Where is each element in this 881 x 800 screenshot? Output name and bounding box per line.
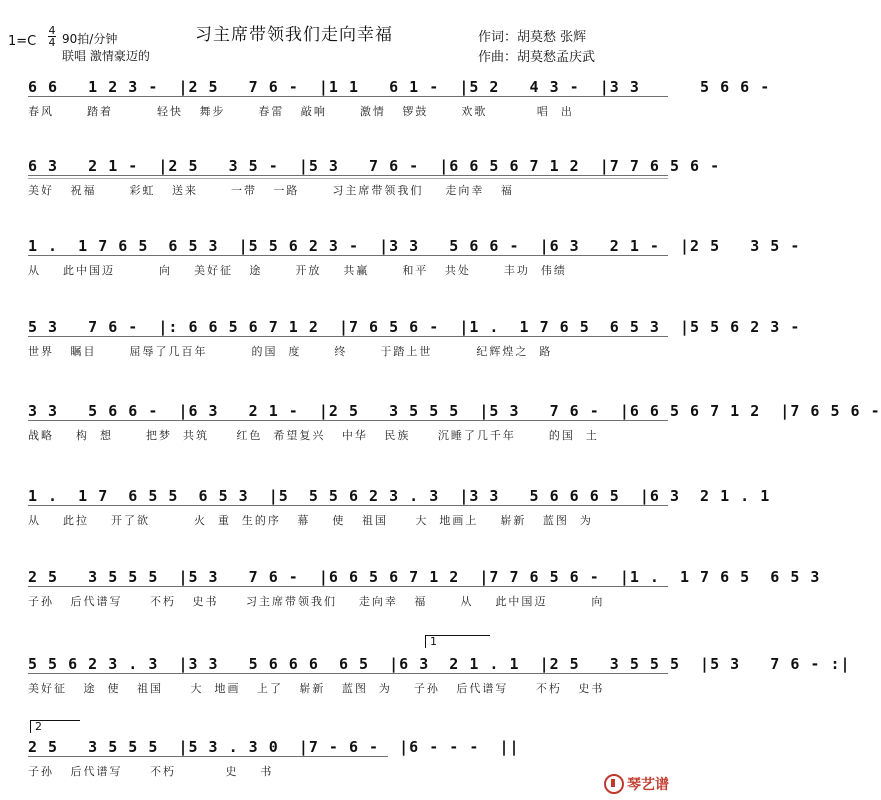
lyric-line: 从 此拉 开了欲 火 重 生的序 幕 使 祖国 大 地画上 崭新 蓝图 为 xyxy=(28,514,593,527)
lyric-line: 春风 踏着 轻快 舞步 春雷 敲响 激情 锣鼓 欢歌 唱 出 xyxy=(28,105,574,118)
beam-line xyxy=(28,505,668,506)
lyric-line: 美好 祝福 彩虹 送来 一带 一路 习主席带领我们 走向幸 福 xyxy=(28,184,514,197)
score-system-5 xyxy=(0,402,881,462)
beam-line-secondary xyxy=(28,178,668,179)
tempo-marking: 90拍/分钟 xyxy=(62,32,118,46)
beam-line xyxy=(28,586,668,587)
beam-line xyxy=(28,756,388,757)
notation-line: 1 . 1 7 6 5 6 5 3 |5 5 6 2 3 - |3 3 5 6 6 - |6 3 2 1 - |2 5 3 5 - xyxy=(28,237,801,255)
composer-credit: 作曲：胡莫愁孟庆武 xyxy=(478,50,596,65)
lyric-line: 世界 瞩目 屈辱了几百年 的国 度 终 于踏上世 纪辉煌之 路 xyxy=(28,345,553,358)
volta-bracket-2: 2 xyxy=(30,720,80,733)
score-system-9 xyxy=(0,738,681,798)
time-signature-bottom: 4 xyxy=(48,36,56,49)
lyric-line: 子孙 后代谱写 不朽 史书 习主席带领我们 走向幸 福 从 此中国迈 向 xyxy=(28,595,605,608)
time-signature xyxy=(47,25,57,48)
score-system-6 xyxy=(0,487,771,547)
notation-line: 6 6 1 2 3 - |2 5 7 6 - |1 1 6 1 - |5 2 4 3 - |3 3 5 6 6 - xyxy=(28,78,771,96)
performance-note: 联唱 激情豪迈的 xyxy=(62,49,150,63)
key-signature: 1=C xyxy=(8,34,37,49)
notation-line: 2 5 3 5 5 5 |5 3 . 3 0 |7 - 6 - |6 - - - || xyxy=(28,738,520,756)
lyric-line: 从 此中国迈 向 美好征 途 开放 共赢 和平 共处 丰功 伟绩 xyxy=(28,264,567,277)
lyric-line: 战略 构 想 把梦 共筑 红色 希望复兴 中华 民族 沉睡了几千年 的国 土 xyxy=(28,429,599,442)
notation-line: 1 . 1 7 6 5 5 6 5 3 |5 5 5 6 2 3 . 3 |3 3 5 6 6 6 5 |6 3 2 1 . 1 xyxy=(28,487,771,505)
notation-line: 2 5 3 5 5 5 |5 3 7 6 - |6 6 5 6 7 1 2 |7 7 6 5 6 - |1 . 1 7 6 5 6 5 3 xyxy=(28,568,821,586)
notation-line: 5 5 6 2 3 . 3 |3 3 5 6 6 6 6 5 |6 3 2 1 . 1 |2 5 3 5 5 5 |5 3 7 6 - :| xyxy=(28,655,851,673)
notation-line: 3 3 5 6 6 - |6 3 2 1 - |2 5 3 5 5 5 |5 3 7 6 - |6 6 5 6 7 1 2 |7 6 5 6 - xyxy=(28,402,881,420)
beam-line xyxy=(28,420,668,421)
music-note-icon xyxy=(604,774,624,794)
lyric-line: 美好征 途 使 祖国 大 地画 上了 崭新 蓝图 为 子孙 后代谱写 不朽 史书 xyxy=(28,682,605,695)
beam-line xyxy=(28,96,668,97)
site-logo xyxy=(604,774,669,794)
lyricist-credit: 作词：胡莫愁 张辉 xyxy=(478,30,587,45)
notation-line: 5 3 7 6 - |: 6 6 5 6 7 1 2 |7 6 5 6 - |1 . 1 7 6 5 6 5 3 |5 5 6 2 3 - xyxy=(28,318,801,336)
score-system-7 xyxy=(0,568,821,628)
score-system-2 xyxy=(0,157,721,217)
beam-line xyxy=(28,175,668,176)
score-system-8 xyxy=(0,655,851,715)
logo-text: 琴艺谱 xyxy=(627,777,669,793)
time-signature-top: 4 xyxy=(48,24,56,37)
beam-line xyxy=(28,336,668,337)
score-system-3 xyxy=(0,237,801,297)
lyric-line: 子孙 后代谱写 不朽 史 书 xyxy=(28,765,274,778)
score-system-1 xyxy=(0,78,771,138)
notation-line: 6 3 2 1 - |2 5 3 5 - |5 3 7 6 - |6 6 5 6 7 1 2 |7 7 6 5 6 - xyxy=(28,157,721,175)
score-system-4 xyxy=(0,318,801,378)
volta-bracket-1: 1 xyxy=(425,635,490,648)
beam-line xyxy=(28,673,668,674)
beam-line xyxy=(28,255,668,256)
song-title: 习主席带领我们走向幸福 xyxy=(195,25,393,45)
